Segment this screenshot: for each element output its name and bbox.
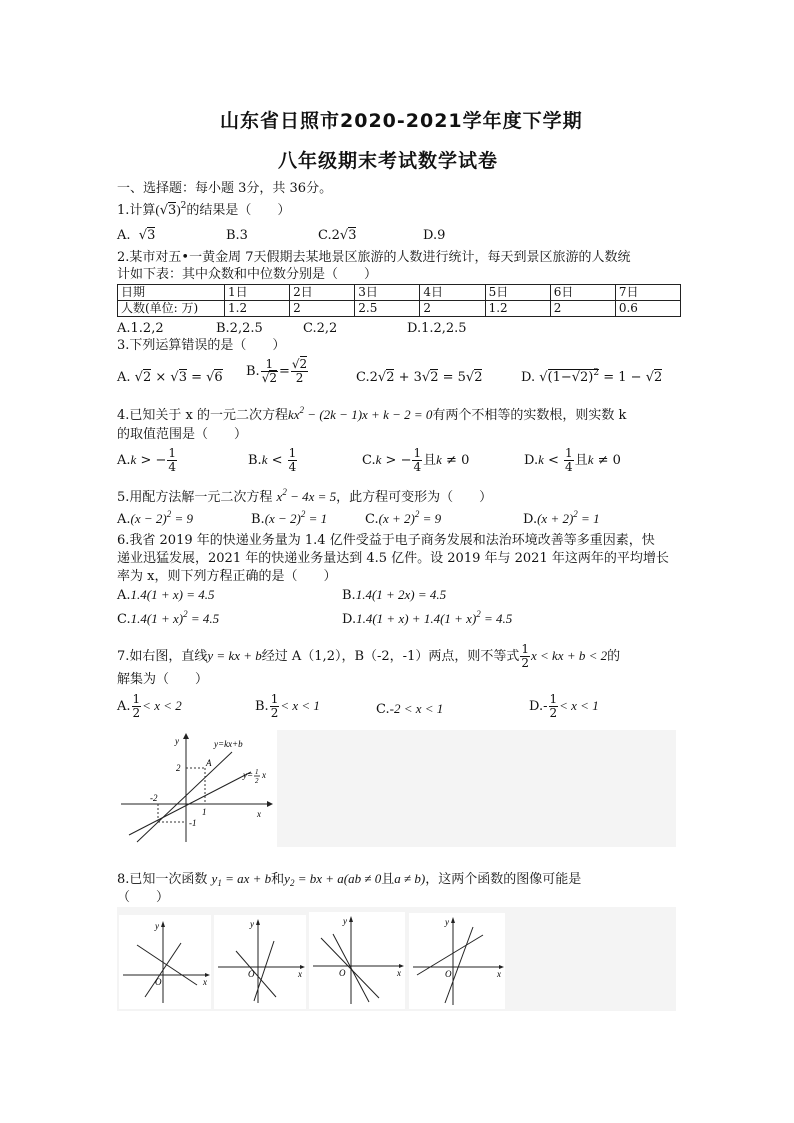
q2-option-b[interactable]: B.2,2.5 (216, 321, 263, 336)
q7-graph (117, 730, 277, 847)
table-cell: 2 (550, 301, 615, 317)
axis-x-label: x (298, 969, 302, 979)
q7-option-d[interactable]: D.- $\frac{1}{2}$ < x < 1 (529, 692, 599, 720)
q2-option-c[interactable]: C.2,2 (303, 321, 338, 336)
tourist-count-table (117, 284, 681, 317)
q8-graph-c[interactable] (309, 912, 405, 1009)
line-label-kxb: y=kx+b (214, 739, 243, 749)
axis-y-label: y (155, 921, 159, 931)
q4-option-b[interactable]: B.k < $\frac{1}{4}$ (248, 446, 297, 474)
question-2-line1: 2.某市对五•一黄金周 7天假期去某地景区旅游的人数进行统计，每天到景区旅游的人数统 (117, 250, 631, 265)
half-fraction-den: 2 (255, 777, 259, 785)
q5-option-a[interactable]: $A.(x - 2)^2 = 9$ (117, 509, 194, 527)
origin-label: O (155, 977, 162, 987)
tick-1: 1 (202, 807, 207, 817)
table-cell: 3日 (355, 285, 420, 301)
table-cell: 0.6 (615, 301, 680, 317)
q5-option-b[interactable]: $B.(x - 2)^2 = 1$ (251, 509, 328, 527)
q8-graph-a[interactable] (119, 915, 211, 1009)
exam-title-line2: 八年级期末考试数学试卷 (278, 150, 499, 172)
q7-option-c[interactable]: C.-2 < x < 1 (376, 701, 444, 717)
question-8-line2: （ ） (117, 890, 170, 905)
half-fraction-num: 1 (255, 768, 259, 776)
table-row (118, 301, 681, 317)
question-6-line1: 6.我省 2019 年的快递业务量为 1.4 亿件受益于电子商务发展和法治环境改善等多重因素，快 (117, 533, 655, 548)
axis-y-label: y (445, 917, 449, 927)
q6-option-d[interactable]: $D.1.4(1 + x) + 1.4(1 + x)^2 = 4.5$ (342, 609, 513, 627)
origin-label: O (339, 968, 346, 978)
origin-label: O (248, 969, 255, 979)
q2-option-a[interactable]: A.1.2,2 (117, 321, 164, 336)
question-6-line2: 递业迅猛发展，2021 年的快递业务量达到 4.5 亿件。设 2019 年与 2021 年这两年的平均增长 (117, 551, 669, 566)
q3-option-d[interactable]: D. $√(1-√2)^2 = 1 - √2$ (521, 368, 663, 385)
question-4-line2: 的取值范围是（ ） (117, 427, 248, 442)
question-6-line3: 率为 x，则下列方程正确的是（ ） (117, 569, 337, 584)
q3-option-c[interactable]: C.2√2 + 3√2 = 5√2 (356, 370, 483, 385)
table-cell: 2 (420, 301, 485, 317)
q8-graph-d[interactable] (409, 913, 505, 1009)
q4-option-d[interactable]: D.k < $\frac{1}{4}$ 且k ≠ 0 (524, 446, 621, 474)
origin-label: O (445, 969, 452, 979)
q7-option-b[interactable]: B. $\frac{1}{2}$ < x < 1 (255, 692, 320, 720)
q6-option-a[interactable]: A.1.4(1 + x) = 4.5 (117, 587, 215, 603)
exam-title-line1: 山东省日照市2020-2021学年度下学期 (220, 110, 583, 132)
axis-x-label: x (497, 969, 501, 979)
tick-neg1: -1 (189, 818, 197, 828)
table-cell: 人数(单位: 万) (118, 301, 225, 317)
tick-2: 2 (176, 763, 181, 773)
q5-option-d[interactable]: $D.(x + 2)^2 = 1$ (523, 509, 600, 527)
q3-option-a[interactable]: A. √2 × √3 = √6 (117, 370, 223, 385)
q7-option-a[interactable]: A. $\frac{1}{2}$ < x < 2 (117, 692, 182, 720)
section-heading: 一、选择题：每小题 3分，共 36分。 (117, 181, 333, 196)
table-cell: 4日 (420, 285, 485, 301)
q4-option-c[interactable]: C.k > − $\frac{1}{4}$ 且k ≠ 0 (362, 446, 470, 474)
question-7-line2: 解集为（ ） (117, 672, 209, 687)
axis-y-label: y (343, 916, 347, 926)
line-label-half-x: y= (243, 770, 254, 780)
q8-graph-b[interactable] (214, 915, 306, 1009)
q5-option-c[interactable]: $C.(x + 2)^2 = 9$ (365, 509, 442, 527)
half-x-var: x (262, 770, 266, 780)
q1-option-c[interactable]: C.2√3 (318, 228, 357, 243)
table-cell: 2 (290, 301, 355, 317)
question-5-stem: 5.用配方法解一元二次方程 $x^2 - 4x = 5$，此方程可变形为（ ） (117, 487, 493, 505)
table-row (118, 285, 681, 301)
q1-option-b[interactable]: B.3 (226, 228, 248, 243)
axis-y-label: y (175, 736, 179, 746)
q3-option-b[interactable]: B. $\frac{1}{√2}$ = $\frac{√2}{2}$ (246, 357, 308, 385)
table-cell: 1.2 (485, 301, 550, 317)
q4-option-a[interactable]: A.k > − $\frac{1}{4}$ (117, 446, 177, 474)
q2-option-d[interactable]: D.1.2,2.5 (407, 321, 467, 336)
tick-neg2: -2 (150, 793, 158, 803)
question-1-stem: 1.计算$(√3)^2$的结果是（ ） (117, 201, 291, 218)
axis-x-label: x (257, 809, 261, 819)
table-cell: 5日 (485, 285, 550, 301)
q6-option-c[interactable]: $C.1.4(1 + x)^2 = 4.5$ (117, 609, 220, 627)
table-cell: 1日 (225, 285, 290, 301)
question-7-line1: 7.如右图，直线y = kx + b经过 A（1,2），B（-2，-1）两点，则不等式 $\frac{1}{2}$ x < kx + b < 2的 (117, 642, 621, 670)
axis-x-label: x (203, 977, 207, 987)
question-3-stem: 3.下列运算错误的是（ ） (117, 338, 286, 353)
question-8-line1: 8.已知一次函数 $y_1$ = ax + b和$y_2$ = bx + a(ab ≠ 0且a ≠ b)，这两个函数的图像可能是 (117, 871, 582, 888)
table-cell: 1.2 (225, 301, 290, 317)
point-a-label: A (206, 758, 212, 768)
axis-y-label: y (250, 919, 254, 929)
table-cell: 2日 (290, 285, 355, 301)
q6-option-b[interactable]: B.1.4(1 + 2x) = 4.5 (342, 587, 447, 603)
q1-option-d[interactable]: D.9 (423, 228, 446, 243)
table-cell: 7日 (615, 285, 680, 301)
table-cell: 2.5 (355, 301, 420, 317)
table-cell: 日期 (118, 285, 225, 301)
question-2-line2: 计如下表：其中众数和中位数分别是（ ） (117, 267, 378, 282)
table-cell: 6日 (550, 285, 615, 301)
question-4-line1: 4.已知关于 x 的一元二次方程$kx^2 - (2k - 1)x + k - 2 = 0$有两个不相等的实数根，则实数 k (117, 405, 627, 423)
q1-option-a[interactable]: A. √3 (117, 228, 156, 243)
axis-x-label: x (397, 968, 401, 978)
